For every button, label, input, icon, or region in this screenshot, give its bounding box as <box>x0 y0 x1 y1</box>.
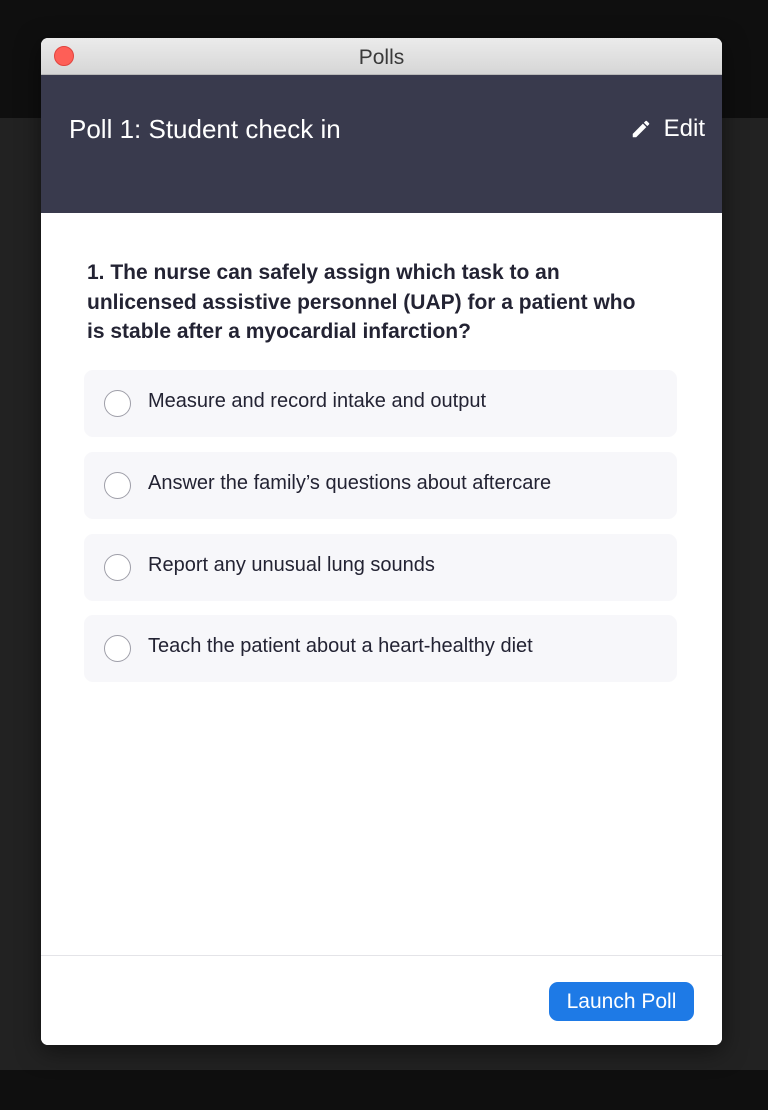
answer-option-label: Teach the patient about a heart-healthy diet <box>148 635 533 657</box>
answer-option-label: Answer the family’s questions about aftercare <box>148 472 552 494</box>
radio-icon[interactable] <box>104 390 131 417</box>
edit-label: Edit <box>663 115 705 142</box>
answer-option[interactable] <box>84 370 677 437</box>
answer-option[interactable] <box>84 534 677 601</box>
radio-icon[interactable] <box>104 554 131 581</box>
answer-option-label: Report any unusual lung sounds <box>148 554 435 576</box>
polls-window <box>41 38 722 1045</box>
question-text: 1. The nurse can safely assign which task to an unlicensed assistive personnel (UAP) for a patient who is stable after a myocardial infarction? <box>87 261 636 343</box>
edit-button[interactable] <box>630 115 705 143</box>
poll-footer <box>41 955 722 1045</box>
launch-poll-button[interactable]: Launch Poll <box>549 982 694 1021</box>
background-bottom-bar <box>0 1070 768 1110</box>
window-titlebar[interactable] <box>41 38 722 75</box>
radio-icon[interactable] <box>104 635 131 662</box>
poll-title: Poll 1: Student check in <box>69 114 341 144</box>
radio-icon[interactable] <box>104 472 131 499</box>
answer-option-label: Measure and record intake and output <box>148 390 486 412</box>
window-title: Polls <box>358 46 405 69</box>
answer-option[interactable] <box>84 615 677 682</box>
poll-header <box>41 75 722 213</box>
answer-option[interactable] <box>84 452 677 519</box>
poll-content <box>41 213 722 993</box>
pencil-icon <box>630 118 652 140</box>
